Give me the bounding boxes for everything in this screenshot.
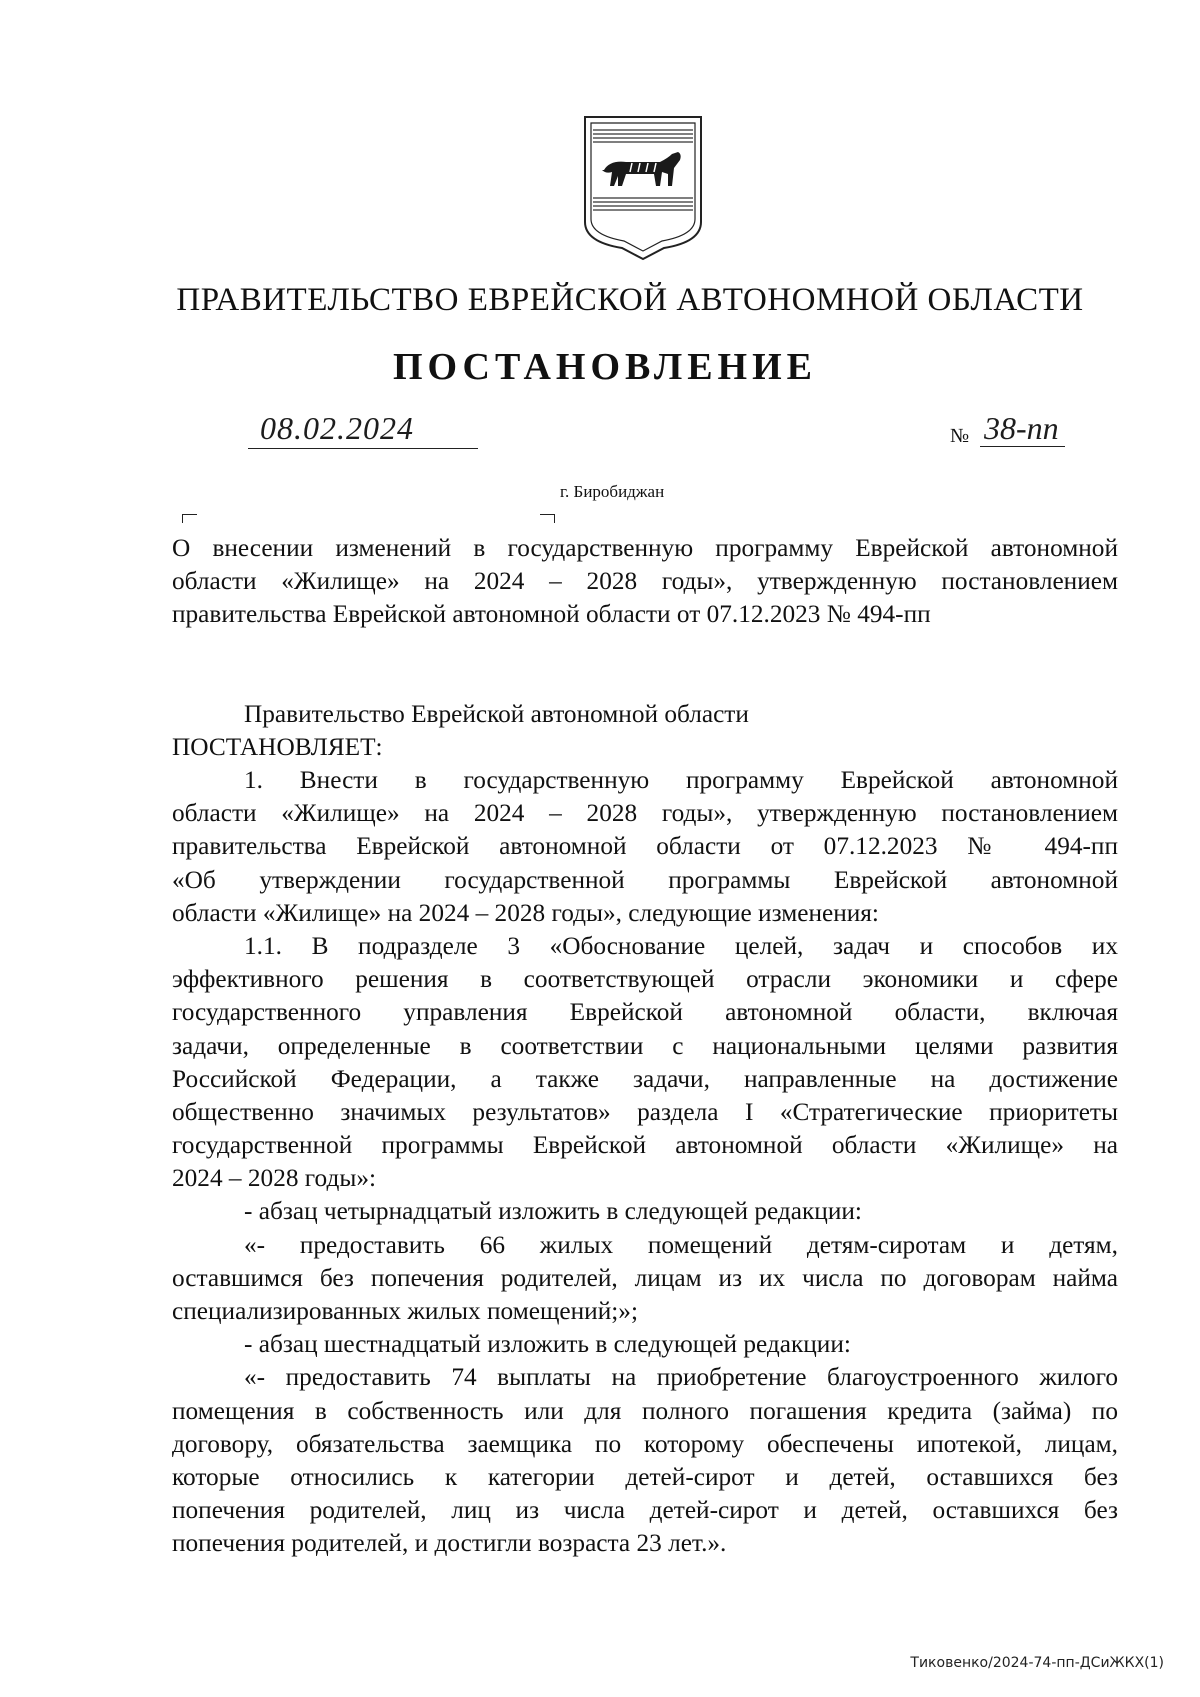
footer-code: Тиковенко/2024-74-пп-ДСиЖКХ(1) xyxy=(910,1655,1164,1671)
body-line: которые относились к категории детей-сирот и детей, оставшихся без xyxy=(172,1463,1118,1492)
body-line: попечения родителей, лиц из числа детей-сирот и детей, оставшихся без xyxy=(172,1496,1118,1525)
body-line: области «Жилище» на 2024 – 2028 годы», следующие изменения: xyxy=(172,898,879,927)
body-line: оставшимся без попечения родителей, лицам из их числа по договорам найма xyxy=(172,1263,1118,1292)
body-line: - абзац шестнадцатый изложить в следующей редакции: xyxy=(244,1330,851,1359)
body-line: общественно значимых результатов» раздела I «Стратегические приоритеты xyxy=(172,1097,1118,1126)
number-label: № xyxy=(950,425,970,447)
body-line: 2024 – 2028 годы»: xyxy=(172,1164,377,1193)
preamble xyxy=(172,698,1118,764)
title-line: правительства Еврейской автономной области от 07.12.2023 № 494-пп xyxy=(172,600,931,629)
body-line: государственного управления Еврейской автономной области, включая xyxy=(172,998,1118,1027)
body-line: - абзац четырнадцатый изложить в следующей редакции: xyxy=(244,1197,862,1226)
body-line: эффективного решения в соответствующей отрасли экономики и сфере xyxy=(172,965,1118,994)
title-line: О внесении изменений в государственную программу Еврейской автономной xyxy=(172,534,1118,562)
title-bracket-left xyxy=(182,514,197,523)
document-date: 08.02.2024 xyxy=(260,410,414,446)
title-line: области «Жилище» на 2024 – 2028 годы», утвержденную постановлением xyxy=(172,567,1118,596)
resolves: ПОСТАНОВЛЯЕТ: xyxy=(172,733,383,762)
body-line: договору, обязательства заемщика по которому обеспечены ипотекой, лицам, xyxy=(172,1429,1118,1458)
emblem-tiger-icon xyxy=(582,114,704,262)
body-line: 1. Внести в государственную программу Еврейской автономной xyxy=(244,766,1118,794)
body-line: «- предоставить 74 выплаты на приобретение благоустроенного жилого xyxy=(244,1363,1118,1392)
body-line: «- предоставить 66 жилых помещений детям-сиротам и детям, xyxy=(244,1230,1118,1259)
body-line: «Об утверждении государственной программы Еврейской автономной xyxy=(172,865,1118,894)
body-line: государственной программы Еврейской автономной области «Жилище» на xyxy=(172,1131,1118,1160)
city: г. Биробиджан xyxy=(560,482,665,501)
document-number: 38-пп xyxy=(980,410,1065,447)
body-line: задачи, определенные в соответствии с национальными целями развития xyxy=(172,1031,1118,1060)
body-line: области «Жилище» на 2024 – 2028 годы», утвержденную постановлением xyxy=(172,799,1118,828)
document-type: ПОСТАНОВЛЕНИЕ xyxy=(392,346,818,388)
body-line: 1.1. В подразделе 3 «Обоснование целей, задач и способов их xyxy=(244,931,1118,960)
government-title: ПРАВИТЕЛЬСТВО ЕВРЕЙСКОЙ АВТОНОМНОЙ ОБЛАСТИ xyxy=(176,282,1084,318)
body-line: правительства Еврейской автономной области от 07.12.2023 № 494-пп xyxy=(172,832,1118,861)
document-body xyxy=(172,764,1118,1561)
subject: Правительство Еврейской автономной области xyxy=(244,700,749,728)
body-line: Российской Федерации, а также задачи, направленные на достижение xyxy=(172,1064,1118,1093)
body-line: специализированных жилых помещений;»; xyxy=(172,1297,638,1326)
document-title xyxy=(172,532,1118,632)
title-bracket-right xyxy=(540,514,555,523)
body-line: помещения в собственность или для полного погашения кредита (займа) по xyxy=(172,1396,1118,1425)
body-line: попечения родителей, и достигли возраста 23 лет.». xyxy=(172,1529,727,1558)
date-underline xyxy=(248,448,478,449)
